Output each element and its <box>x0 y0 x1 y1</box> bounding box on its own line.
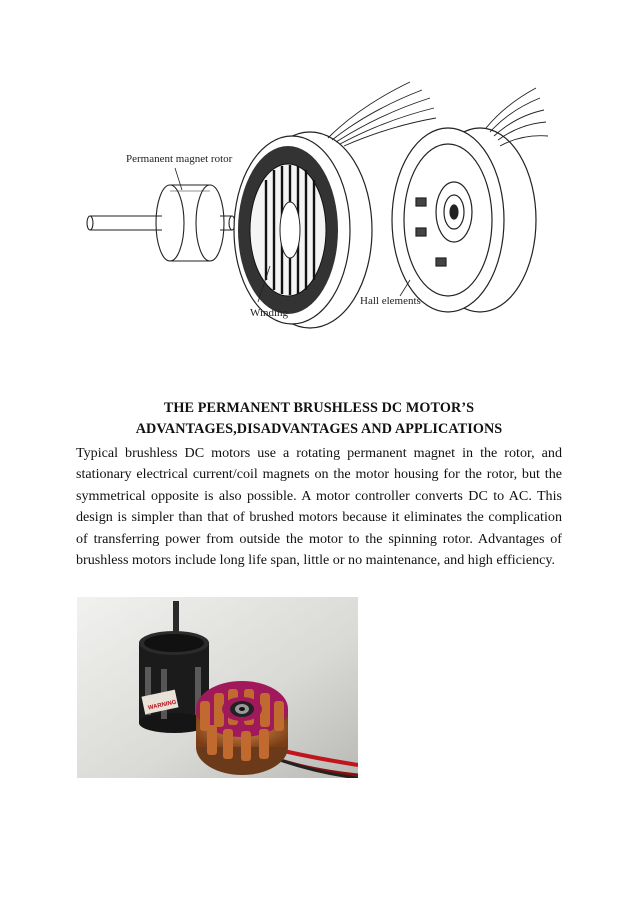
body-paragraph: Typical brushless DC motors use a rotating permanent magnet in the rotor, and stationary electrical current/coil magnets on the motor housing for the rotor, but the symmetrical opposite is also possible. A motor controller converts DC to AC. This design is simpler than that of brushed motors because it eliminates the complication of transferring power from outside the motor to the spinning rotor. Advantages of brushless motors include long life span, little or no maintenance, and high efficiency. <box>76 445 562 569</box>
photo-svg <box>77 597 358 778</box>
shaft-end <box>87 216 93 230</box>
photo-stator <box>196 681 288 775</box>
title-line-2: ADVANTAGES,DISADVANTAGES AND APPLICATIONS <box>135 421 503 437</box>
hall-housing <box>392 128 536 312</box>
shaft-left <box>90 216 162 230</box>
winding-label: Winding <box>250 307 289 319</box>
stator-wires <box>328 82 436 146</box>
motor-photo <box>77 597 358 778</box>
warning-sticker: WARNING <box>147 699 178 712</box>
motor-exploded-diagram <box>70 70 550 330</box>
shaft-right <box>220 216 232 230</box>
rotor-face <box>156 185 184 261</box>
rotor-label: Permanent magnet rotor <box>126 153 233 165</box>
document-title <box>0 398 638 440</box>
diagram-svg <box>70 70 550 330</box>
hall-elements-label: Hall elements <box>360 295 421 307</box>
stator-winding <box>234 132 372 328</box>
title-line-1: THE PERMANENT BRUSHLESS DC MOTOR’S <box>163 400 475 416</box>
